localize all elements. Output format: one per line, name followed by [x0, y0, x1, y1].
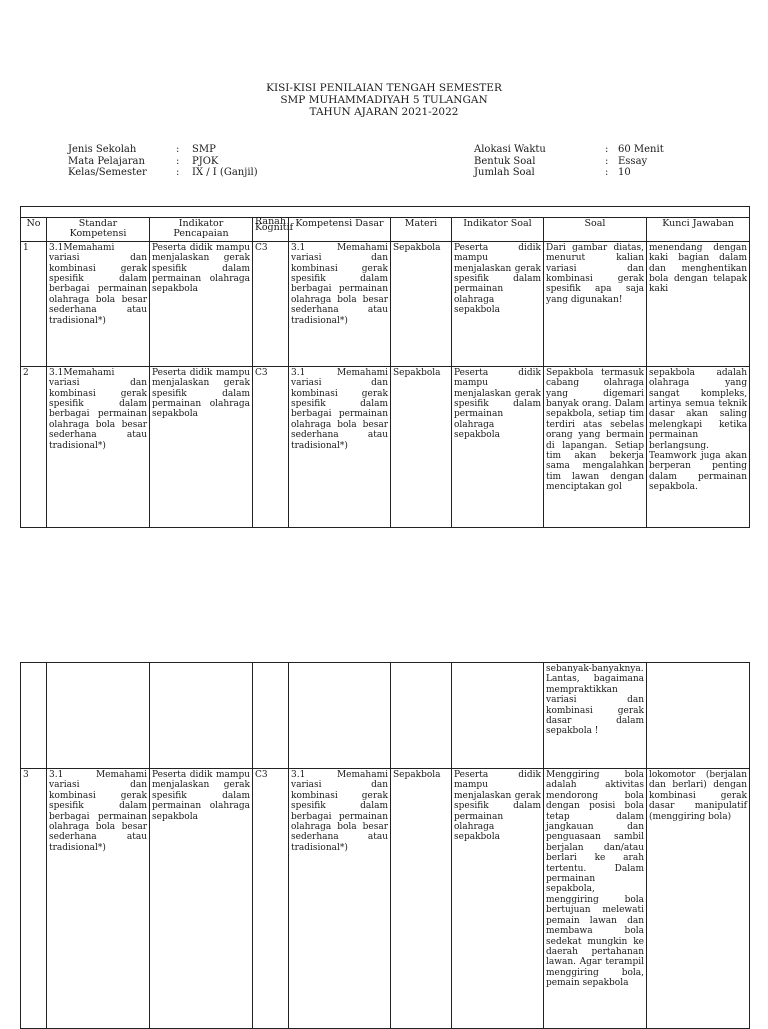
cell-kunci-jawaban: sepakbola adalah olahraga yang sangat kompleks, artinya semua teknik dasar akan saling melengkapi ketika permainan berlangsung. Teamwork juga akan berperan penting dalam permainan sepakbola. [647, 366, 750, 527]
col-header-materi: Materi [391, 218, 452, 242]
cell-indikator-soal: Peserta didik mampu menjalaskan gerak spesifik dalam permainan olahraga sepakbola [452, 241, 544, 366]
info-label: Mata Pelajaran [68, 155, 145, 167]
kisi-kisi-table-continued [20, 662, 750, 1029]
info-sep: : [605, 144, 609, 155]
cell-no: 1 [21, 241, 47, 366]
col-header-kompetensi-dasar: Kompetensi Dasar [289, 218, 391, 242]
table-row [21, 769, 750, 1029]
table-header-row [21, 218, 750, 242]
doc-title-line3: TAHUN AJARAN 2021-2022 [309, 106, 459, 118]
cell-kunci-jawaban: menendang dengan kaki bagian dalam dan menghentikan bola dengan telapak kaki [647, 241, 750, 366]
cell-no [21, 663, 47, 769]
cell-no: 2 [21, 366, 47, 527]
table-row-continuation [21, 663, 750, 769]
info-left [68, 144, 258, 179]
cell-indikator-pencapaian: Peserta didik mampu menjalaskan gerak spesifik dalam permainan olahraga sepakbola [150, 366, 253, 527]
cell-ranah-kognitif: C3 [253, 769, 289, 1029]
cell-kompetensi-dasar [289, 663, 391, 769]
cell-indikator-soal: Peserta didik mampu menjalaskan gerak spesifik dalam permainan olahraga sepakbola [452, 769, 544, 1029]
info-label: Jenis Sekolah [68, 144, 137, 155]
info-value: IX / I (Ganjil) [192, 167, 258, 178]
cell-materi [391, 663, 452, 769]
cell-no: 3 [21, 769, 47, 1029]
cell-kompetensi-dasar: 3.1 Memahami variasi dan kombinasi gerak spesifik dalam berbagai permainan olahraga bola besar sederhana atau tradisional*) [289, 769, 391, 1029]
cell-standar-kompetensi: 3.1Memahami variasi dan kombinasi gerak spesifik dalam berbagai permainan olahraga bola besar sederhana atau tradisional*) [47, 366, 150, 527]
cell-standar-kompetensi: 3.1Memahami variasi dan kombinasi gerak spesifik dalam berbagai permainan olahraga bola besar sederhana atau tradisional*) [47, 241, 150, 366]
cell-indikator-soal [452, 663, 544, 769]
col-header-ranah-kognitif: Ranah Kognitif [253, 218, 289, 242]
info-sep: : [176, 167, 180, 178]
cell-ranah-kognitif: C3 [253, 241, 289, 366]
cell-soal: Dari gambar diatas, menurut kalian variasi dan kombinasi gerak spesifik apa saja yang digunakan! [544, 241, 647, 366]
col-header-indikator-pencapaian: Indikator Pencapaian [150, 218, 253, 242]
cell-materi: Sepakbola [391, 366, 452, 527]
info-sep: : [605, 167, 609, 178]
cell-indikator-pencapaian: Peserta didik mampu menjalaskan gerak spesifik dalam permainan olahraga sepakbola [150, 241, 253, 366]
table-top-spacer [21, 207, 750, 218]
col-header-indikator-soal: Indikator Soal [452, 218, 544, 242]
col-header-standar-kompetensi: Standar Kompetensi [47, 218, 150, 242]
doc-title-line2: SMP MUHAMMADIYAH 5 TULANGAN [280, 94, 488, 106]
cell-standar-kompetensi: 3.1 Memahami variasi dan kombinasi gerak spesifik dalam berbagai permainan olahraga bola besar sederhana atau tradisional*) [47, 769, 150, 1029]
table-row [21, 241, 750, 366]
cell-materi: Sepakbola [391, 241, 452, 366]
cell-indikator-pencapaian: Peserta didik mampu menjalaskan gerak spesifik dalam permainan olahraga sepakbola [150, 769, 253, 1029]
info-right [474, 144, 664, 179]
cell-soal: sebanyak-banyaknya. Lantas, bagaimana mempraktikkan variasi dan kombinasi gerak dasar dalam sepakbola ! [544, 663, 647, 769]
cell-indikator-pencapaian [150, 663, 253, 769]
info-value: 10 [618, 167, 631, 178]
cell-indikator-soal: Peserta didik mampu menjalaskan gerak spesifik dalam permainan olahraga sepakbola [452, 366, 544, 527]
cell-ranah-kognitif [253, 663, 289, 769]
cell-ranah-kognitif: C3 [253, 366, 289, 527]
cell-materi: Sepakbola [391, 769, 452, 1029]
info-value: PJOK [192, 155, 219, 167]
cell-kunci-jawaban: lokomotor (berjalan dan berlari) dengan kombinasi gerak dasar manipulatif (menggiring bola) [647, 769, 750, 1029]
info-label: Kelas/Semester [68, 167, 147, 178]
info-sep: : [176, 155, 180, 167]
info-value: SMP [192, 144, 216, 155]
cell-soal: Menggiring bola adalah aktivitas mendorong bola dengan posisi bola tetap dalam jangkauan dan penguasaan sambil berjalan dan/atau berlari ke arah tertentu. Dalam permainan sepakbola, menggiring bola bertujuan melewati pemain lawan dan membawa bola sedekat mungkin ke daerah pertahanan lawan. Agar terampil menggiring bola, pemain sepakbola [544, 769, 647, 1029]
cell-standar-kompetensi [47, 663, 150, 769]
info-value: Essay [618, 155, 648, 167]
col-header-soal: Soal [544, 218, 647, 242]
table-row [21, 366, 750, 527]
cell-kompetensi-dasar: 3.1 Memahami variasi dan kombinasi gerak spesifik dalam berbagai permainan olahraga bola besar sederhana atau tradisional*) [289, 366, 391, 527]
doc-title-line1: KISI-KISI PENILAIAN TENGAH SEMESTER [266, 82, 502, 94]
kisi-kisi-table [20, 206, 750, 528]
col-header-no: No [21, 218, 47, 242]
info-label: Alokasi Waktu [474, 144, 546, 155]
info-sep: : [176, 144, 180, 155]
cell-soal: Sepakbola termasuk cabang olahraga yang digemari banyak orang. Dalam sepakbola, setiap tim terdiri atas sebelas orang yang bermain di lapangan. Setiap tim akan bekerja sama mengalahkan tim lawan dengan menciptakan gol [544, 366, 647, 527]
col-header-kunci-jawaban: Kunci Jawaban [647, 218, 750, 242]
info-label: Bentuk Soal [474, 155, 536, 167]
info-sep: : [605, 155, 609, 167]
cell-kunci-jawaban [647, 663, 750, 769]
cell-kompetensi-dasar: 3.1 Memahami variasi dan kombinasi gerak spesifik dalam berbagai permainan olahraga bola besar sederhana atau tradisional*) [289, 241, 391, 366]
info-label: Jumlah Soal [474, 167, 535, 178]
info-value: 60 Menit [618, 144, 664, 155]
